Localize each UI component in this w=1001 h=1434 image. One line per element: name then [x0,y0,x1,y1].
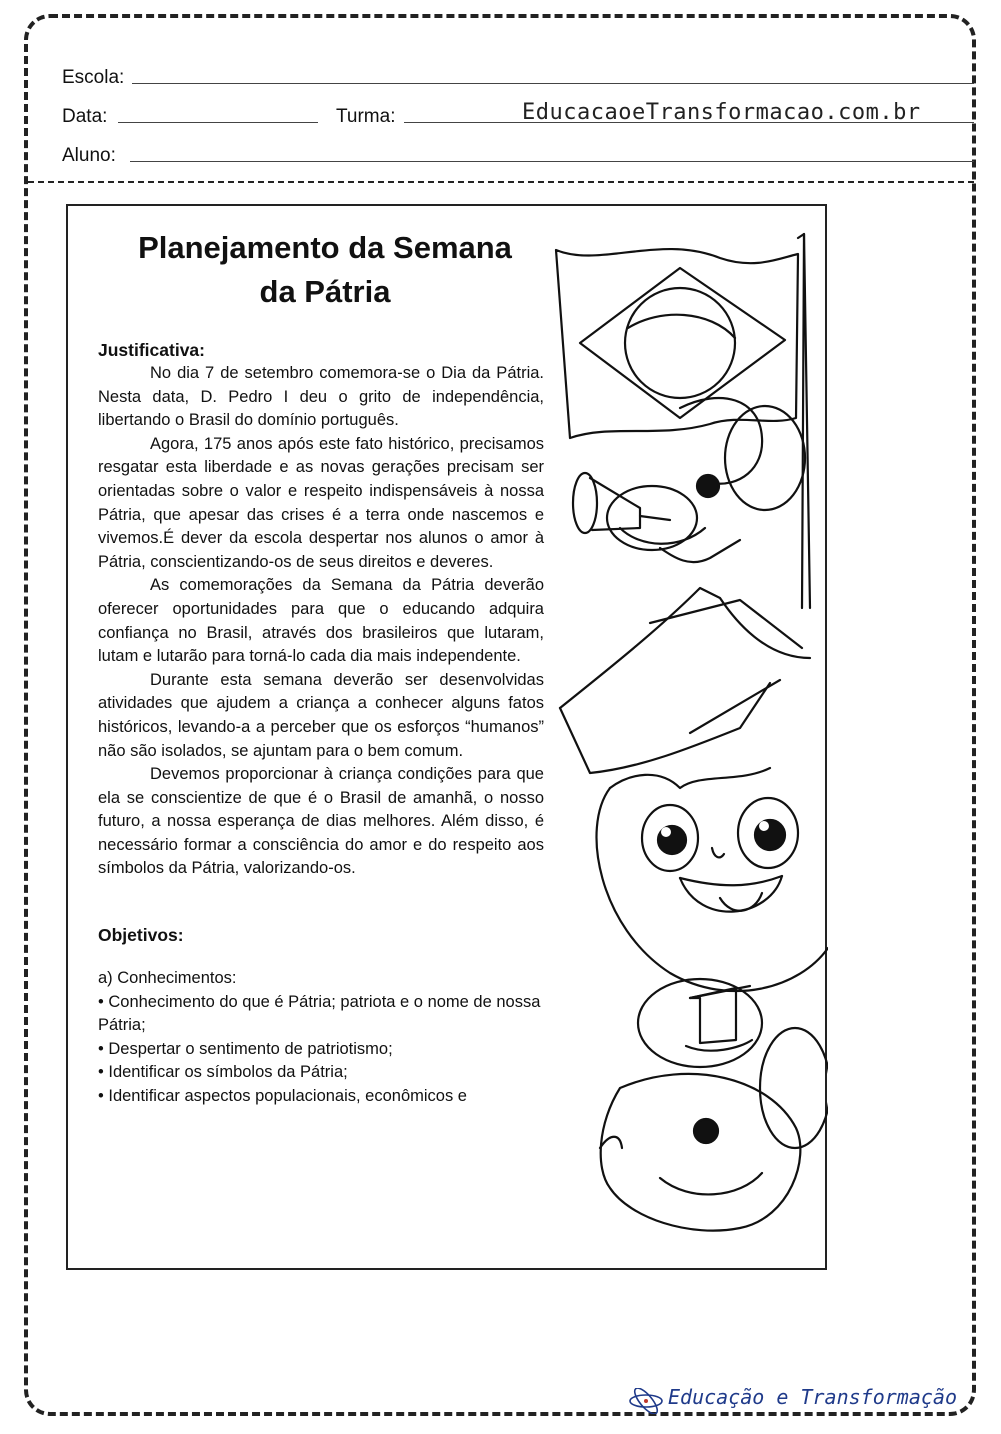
list-item: • Conhecimento do que é Pátria; patriota e o nome de nossa Pátria; [98,992,541,1035]
paragraph: Durante esta semana deverão ser desenvolvidas atividades que ajudem a criança a conhecer alguns fatos históricos, levando-a a perceber que os esforços “humanos” não são isolados, se ajuntam para o bem comum. [98,670,544,760]
escola-label: Escola: [62,67,125,88]
objetivos-heading: Objetivos: [98,925,184,946]
document-title [90,226,560,314]
data-field[interactable] [118,122,318,123]
list-item: • Despertar o sentimento de patriotismo; [98,1039,393,1058]
footer-brand: Educação e Transformação [668,1385,957,1409]
paragraph: As comemorações da Semana da Pátria deverão oferecer oportunidades para que o educando adquira confiança no Brasil, através dos brasileiros que lutaram, lutam e lutarão para torná-lo cada dia mais independente. [98,576,544,666]
title-line-2: da Pátria [259,274,391,309]
aluno-field[interactable] [130,161,974,162]
turma-label: Turma: [336,106,396,127]
data-label: Data: [62,106,108,127]
conhecimentos-subheading: a) Conhecimentos: [98,969,237,988]
justificativa-heading: Justificativa: [98,340,205,360]
aluno-label: Aluno: [62,145,116,166]
patriotic-children-illustration [540,228,828,1268]
objectives-list [98,991,544,1109]
paragraph: No dia 7 de setembro comemora-se o Dia da Pátria. Nesta data, D. Pedro I deu o grito de independência, libertando o Brasil do domínio português. [98,364,544,430]
list-item: • Identificar os símbolos da Pátria; [98,1063,348,1082]
document-body [98,338,544,1109]
website-watermark: EducacaoeTransformacao.com.br [522,100,921,125]
paragraph: Agora, 175 anos após este fato histórico, precisamos resgatar esta liberdade e as novas gerações precisam ser orientadas sobre o valor e respeito indispensáveis à nossa Pátria, que apesar das crises é a terra onde nascemos e vivemos.É dever da escola despertar nos alunos o amor à Pátria, conscientizando-os de seus direitos e deveres. [98,434,544,571]
paragraph: Devemos proporcionar à criança condições para que ela se conscientize de que é o Brasil de amanhã, o nosso futuro, a nossa esperança de dias melhores. Além disso, é necessário formar a consciência do amor e do respeito aos símbolos da Pátria, valorizando-os. [98,765,544,878]
escola-field[interactable] [132,83,974,84]
title-line-1: Planejamento da Semana [138,230,512,265]
list-item: • Identificar aspectos populacionais, econômicos e [98,1087,467,1106]
atom-icon [628,1388,664,1414]
header-separator [28,181,974,183]
